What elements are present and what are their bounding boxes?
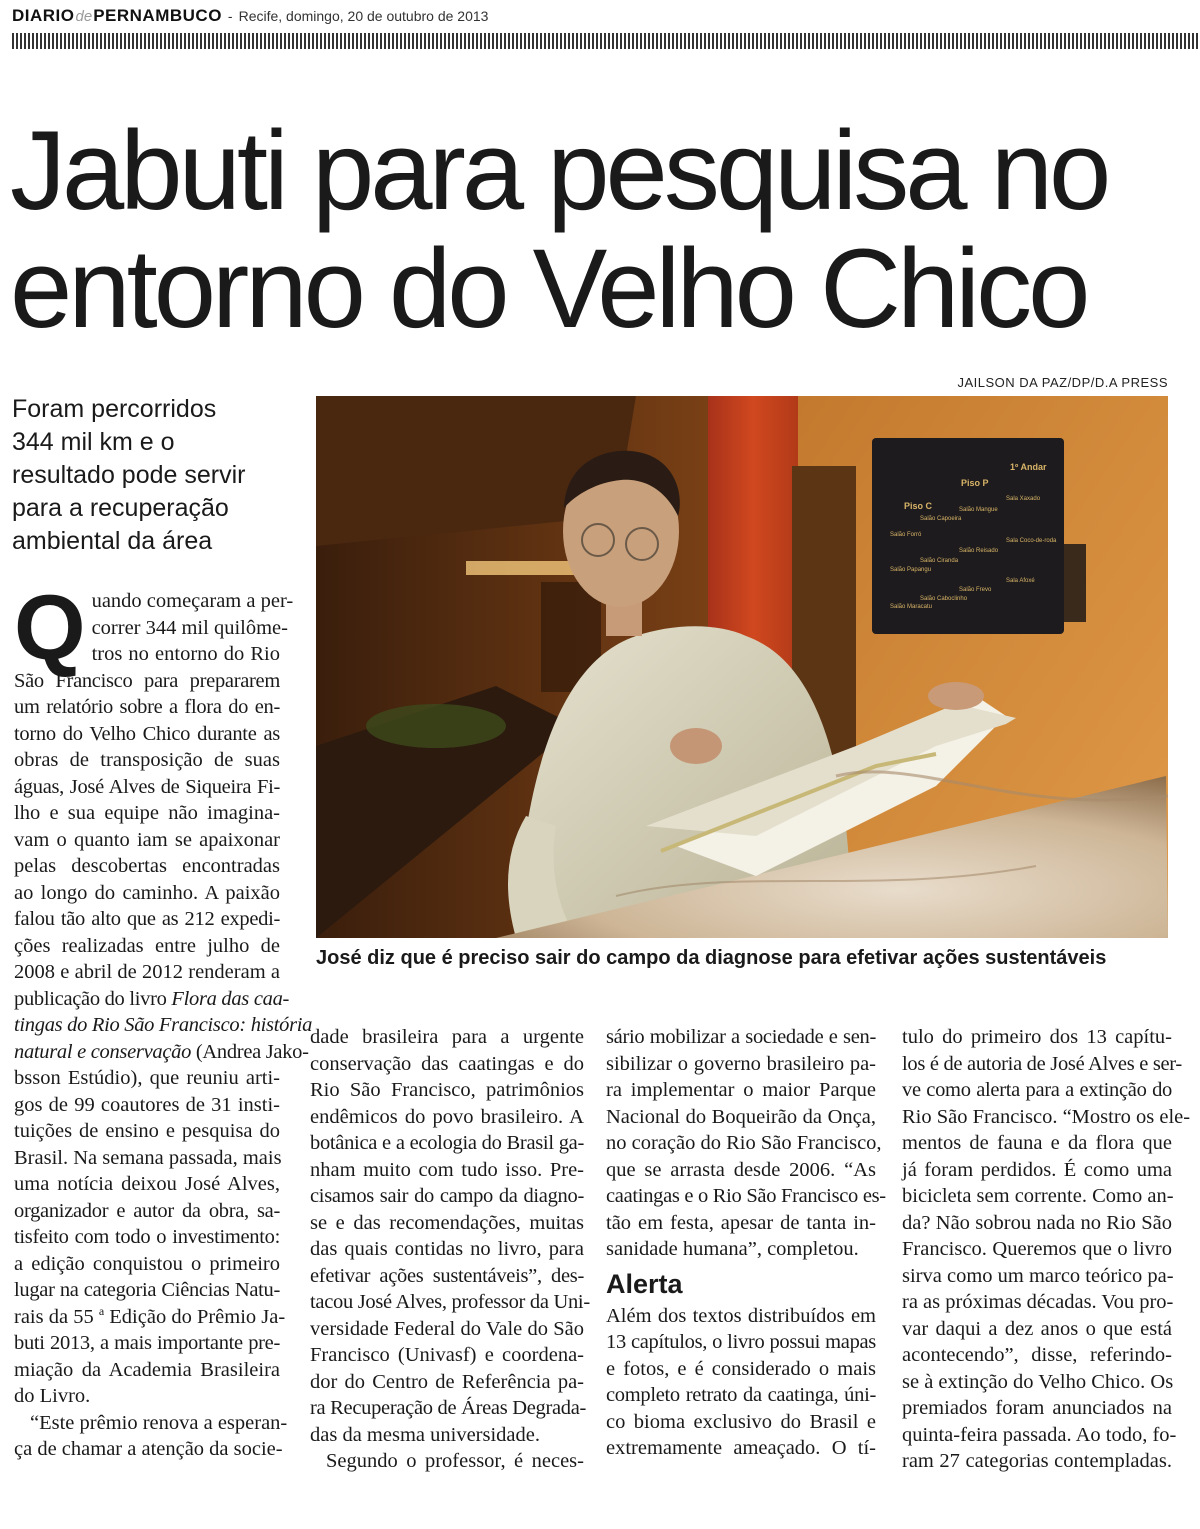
body-line: endêmicos do povo brasileiro. A xyxy=(310,1105,584,1128)
body-line: uando começaram a per- xyxy=(91,590,294,612)
drop-cap: Q xyxy=(14,577,86,679)
sign-room-label: Sala Coco-de-roda xyxy=(1006,538,1057,544)
deck-line: para a recuperação xyxy=(12,494,229,522)
body-line: que se arrasta desde 2006. “As xyxy=(606,1158,876,1181)
article-column-4 xyxy=(902,1024,1191,1475)
article-column-2 xyxy=(310,1024,590,1475)
body-line: se à extinção do Velho Chico. Os xyxy=(902,1370,1174,1393)
masthead-name-de: de xyxy=(75,8,93,25)
body-line: já foram perdidos. É como uma xyxy=(902,1158,1172,1181)
body-line: bicicleta sem corrente. Como an- xyxy=(902,1185,1174,1207)
body-text-fragment: (Andrea Jako- xyxy=(191,1040,309,1063)
sign-room-label: Sala Xaxado xyxy=(1006,496,1041,502)
body-line: tacou José Alves, professor da Uni- xyxy=(310,1291,590,1313)
sign-room-label: Salão Maracatu xyxy=(890,604,933,610)
body-line: co bioma exclusivo do Brasil e xyxy=(606,1410,876,1433)
body-line xyxy=(14,1012,313,1039)
deck-line: ambiental da área xyxy=(12,527,213,555)
body-text-fragment: Edição do Prêmio Ja- xyxy=(104,1305,286,1328)
sign-header-piso-p: Piso P xyxy=(961,478,989,488)
headline-line-1: Jabuti para pesquisa no xyxy=(10,108,1108,233)
body-line: lugar na categoria Ciências Natu- xyxy=(14,1279,280,1301)
article-column-3 xyxy=(606,1024,886,1462)
masthead-hatch-rule xyxy=(12,33,1198,49)
article-photo xyxy=(316,396,1168,938)
body-line: Rio São Francisco. “Mostro os ele- xyxy=(902,1105,1191,1128)
body-line: dor do Centro de Referência pa- xyxy=(310,1370,584,1393)
sign-room-label: Salão Frevo xyxy=(959,587,992,593)
body-line: conservação das caatingas e do xyxy=(310,1052,584,1075)
body-line: Nacional do Boqueirão da Onça, xyxy=(606,1105,876,1128)
body-line: sibilizar o governo brasileiro pa- xyxy=(606,1052,876,1075)
deck-line: resultado pode servir xyxy=(12,461,246,489)
masthead-separator: - xyxy=(227,8,233,24)
body-line: no coração do Rio São Francisco, xyxy=(606,1132,882,1154)
body-line: do Livro. xyxy=(14,1385,91,1407)
body-line: ram 27 categorias contempladas. xyxy=(902,1450,1172,1472)
body-line: ao longo do caminho. A paixão xyxy=(14,881,280,904)
body-line xyxy=(14,1039,309,1066)
body-line: da? Não sobrou nada no Rio São xyxy=(902,1211,1172,1234)
body-line: acontecendo”, disse, referindo- xyxy=(902,1344,1172,1366)
body-line: um relatório sobre a flora do en- xyxy=(14,696,280,718)
sign-room-label: Salão Caboclinho xyxy=(920,596,968,602)
body-line: 13 capítulos, o livro possui mapas xyxy=(606,1331,876,1353)
body-line: Francisco (Univasf) e coordena- xyxy=(310,1344,584,1366)
book-title-italic: tingas do Rio São Francisco: história xyxy=(14,1014,313,1036)
body-line: obras de transposição de suas xyxy=(14,749,280,771)
body-line: quinta-feira passada. Ao todo, fo- xyxy=(902,1423,1177,1446)
body-line: vam o quanto iam se apaixonar xyxy=(14,828,280,851)
deck-line: Foram percorridos xyxy=(12,395,217,423)
body-line: das quais contidas no livro, para xyxy=(310,1238,584,1260)
photo-illustration xyxy=(316,396,1168,938)
photo-caption: José diz que é preciso sair do campo da diagnose para efetivar ações sustentáveis xyxy=(316,947,1107,969)
body-line: torno do Velho Chico durante as xyxy=(14,722,280,745)
body-line: tão em festa, apesar de tanta in- xyxy=(606,1211,876,1234)
deck-line: 344 mil km e o xyxy=(12,428,175,456)
body-line: tisfeito com todo o investimento: xyxy=(14,1226,280,1248)
sign-header-1-andar: 1º Andar xyxy=(1010,462,1047,472)
body-line: caatingas e o Rio São Francisco es- xyxy=(606,1185,886,1207)
sign-room-label: Sala Afoxé xyxy=(1006,578,1035,584)
body-line: efetivar ações sustentáveis”, des- xyxy=(310,1264,584,1287)
masthead-dateline: Recife, domingo, 20 de outubro de 2013 xyxy=(238,8,489,24)
body-line: organizador e autor da obra, sa- xyxy=(14,1199,280,1222)
body-line: tros no entorno do Rio xyxy=(91,643,280,665)
body-line: sanidade humana”, completou. xyxy=(606,1238,859,1260)
article-column-1 xyxy=(14,577,313,1463)
book-title-italic: natural e conservação xyxy=(14,1040,192,1063)
sign-room-label: Salão Capoeira xyxy=(920,516,962,522)
subhead-alerta: Alerta xyxy=(606,1268,683,1299)
body-line: extremamente ameaçado. O tí- xyxy=(606,1437,876,1459)
headline xyxy=(10,108,1200,351)
body-line: bsson Estúdio), que reuniu arti- xyxy=(14,1067,280,1089)
body-line: águas, José Alves de Siqueira Fi- xyxy=(14,775,280,798)
body-line: se e das recomendações, muitas xyxy=(310,1211,584,1234)
body-line: Rio São Francisco, patrimônios xyxy=(310,1079,584,1101)
body-line: los é de autoria de José Alves e ser- xyxy=(902,1052,1182,1075)
body-line: ra implementar o maior Parque xyxy=(606,1079,876,1101)
masthead xyxy=(12,6,488,28)
body-line: “Este prêmio renova a esperan- xyxy=(30,1411,288,1434)
body-text-fragment: publicação do livro xyxy=(14,987,172,1010)
body-line: uma notícia deixou José Alves, xyxy=(14,1173,280,1195)
body-line: São Francisco para prepararem xyxy=(14,669,280,692)
body-line: ça de chamar a atenção da socie- xyxy=(14,1438,283,1460)
body-line: 2008 e abril de 2012 renderam a xyxy=(14,961,280,983)
masthead-name-diario: DIARIO xyxy=(12,6,75,25)
body-line: miação da Academia Brasileira xyxy=(14,1358,280,1381)
body-line: Brasil. Na semana passada, mais xyxy=(14,1146,282,1169)
body-line: mentos de fauna e da flora que xyxy=(902,1132,1172,1154)
body-line: lho e sua equipe não imagina- xyxy=(14,802,280,824)
body-line: tuições de ensino e pesquisa do xyxy=(14,1120,280,1142)
sign-room-label: Salão Mangue xyxy=(959,507,998,513)
body-line: cisamos sair do campo da diagno- xyxy=(310,1185,584,1207)
masthead-name-pernambuco: PERNAMBUCO xyxy=(93,6,222,25)
body-line xyxy=(14,986,290,1013)
body-line: ções realizadas entre julho de xyxy=(14,934,280,957)
body-line: sirva como um marco teórico pa- xyxy=(902,1264,1174,1287)
body-line: Francisco. Queremos que o livro xyxy=(902,1238,1172,1260)
deck-subtitle xyxy=(12,393,302,558)
body-line: gos de 99 coautores de 31 insti- xyxy=(14,1093,280,1116)
sign-room-label: Salão Papangu xyxy=(890,567,932,573)
body-line: ra Recuperação de Áreas Degrada- xyxy=(310,1397,587,1419)
body-line: ra as próximas décadas. Vou pro- xyxy=(902,1291,1174,1313)
body-line: botânica e a ecologia do Brasil ga- xyxy=(310,1132,584,1154)
body-line: Segundo o professor, é neces- xyxy=(326,1450,584,1472)
body-line: a edição conquistou o primeiro xyxy=(14,1252,280,1275)
body-line: Além dos textos distribuídos em xyxy=(606,1304,876,1327)
body-text-fragment: rais da 55 xyxy=(14,1305,99,1328)
body-line: e fotos, e é considerado o mais xyxy=(606,1357,876,1380)
body-line: tulo do primeiro dos 13 capítu- xyxy=(902,1026,1172,1048)
sign-room-label: Salão Forró xyxy=(890,532,922,538)
sign-header-piso-c: Piso C xyxy=(904,501,933,511)
headline-line-2: entorno do Velho Chico xyxy=(10,226,1087,351)
ordinal-superscript: a xyxy=(98,1303,105,1318)
body-line: sário mobilizar a sociedade e sen- xyxy=(606,1026,876,1048)
body-line: ve como alerta para a extinção do xyxy=(902,1079,1172,1101)
body-line: buti 2013, a mais importante pre- xyxy=(14,1332,280,1354)
body-line xyxy=(14,1303,286,1331)
body-line: falou tão alto que as 212 expedi- xyxy=(14,908,280,930)
photo-credit: JAILSON DA PAZ/DP/D.A PRESS xyxy=(957,375,1168,390)
sign-room-label: Salão Reisado xyxy=(959,548,999,554)
body-line: dade brasileira para a urgente xyxy=(310,1026,584,1048)
body-line: completo retrato da caatinga, úni- xyxy=(606,1384,876,1406)
body-line: premiados foram anunciados na xyxy=(902,1397,1172,1419)
body-line: nham muito com tudo isso. Pre- xyxy=(310,1158,584,1181)
body-line: var daqui a dez anos o que está xyxy=(902,1317,1172,1340)
sign-room-label: Salão Ciranda xyxy=(920,558,959,564)
body-line: das da mesma universidade. xyxy=(310,1423,540,1446)
body-line: versidade Federal do Vale do São xyxy=(310,1317,584,1340)
body-line: pelas descobertas encontradas xyxy=(14,855,280,877)
book-title-italic: Flora das caa- xyxy=(171,987,290,1010)
body-line: correr 344 mil quilôme- xyxy=(91,616,288,639)
